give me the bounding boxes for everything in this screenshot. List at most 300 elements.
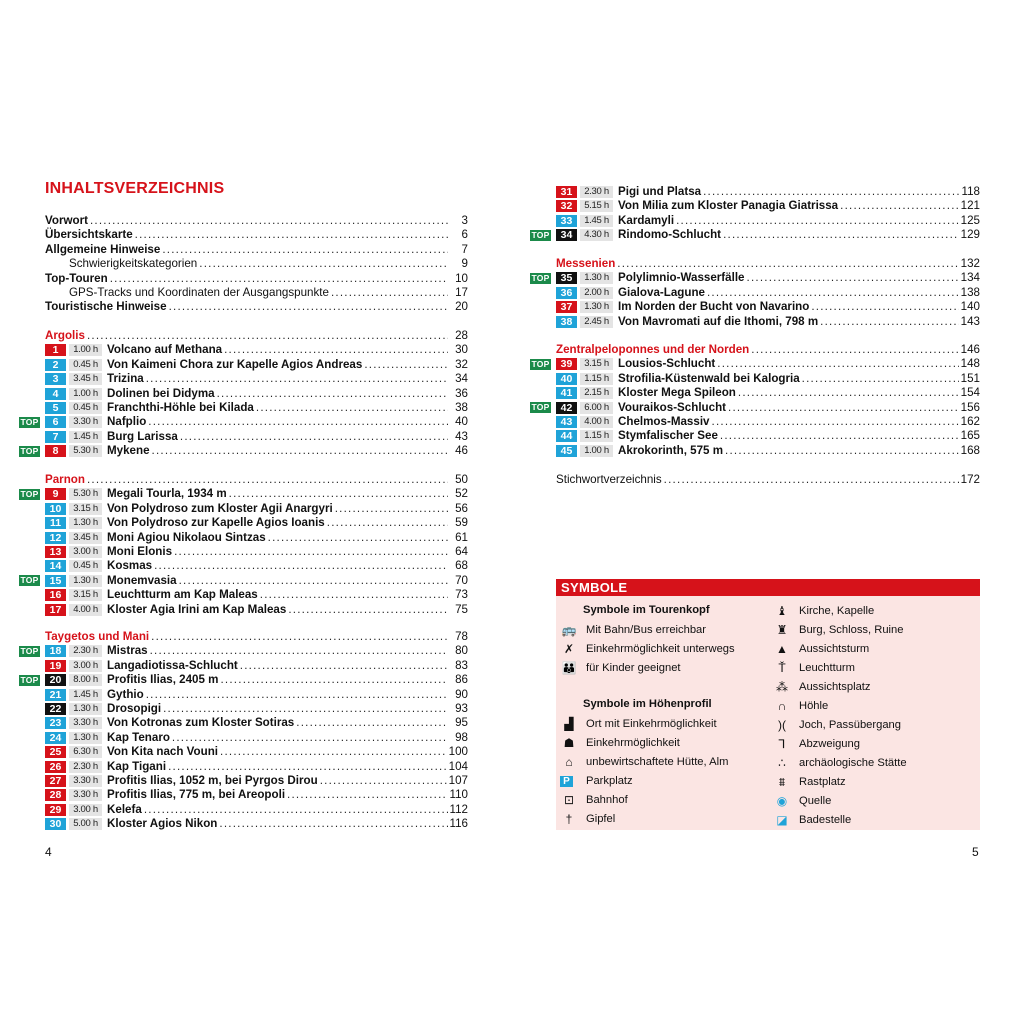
page-number-right: 5 [972,845,979,859]
legend-item [773,812,851,828]
spring-icon: ◉ [776,794,788,808]
tour-duration: 0.45 h [69,560,102,572]
tour-entry[interactable] [20,444,468,458]
tour-number-badge: 18 [45,645,66,657]
toc-entry[interactable] [45,228,468,242]
tour-entry[interactable] [45,659,468,673]
toc-page-number: 121 [960,199,980,213]
legend-item-label: Bahnhof [586,794,628,806]
region-name: Messenien [556,257,616,270]
tour-duration: 5.15 h [580,200,613,212]
tour-entry[interactable] [556,214,980,228]
leader-dots [707,286,959,300]
tour-name: Dolinen bei Didyma [107,386,215,400]
legend-item [560,773,633,789]
tour-entry[interactable] [556,315,980,329]
tour-entry[interactable] [531,271,980,285]
toc-page-number: 95 [455,716,468,730]
tour-duration: 1.30 h [580,272,613,284]
toc-page-number: 90 [455,687,468,701]
leader-dots [180,430,448,444]
leader-dots [172,731,448,745]
tour-entry[interactable] [20,644,468,658]
leader-dots [288,603,448,617]
tour-entry[interactable] [556,444,980,458]
toc-page-number: 70 [455,573,468,587]
tour-entry[interactable] [45,716,468,730]
leader-dots [229,487,448,501]
tour-number-badge: 43 [556,416,577,428]
toc-page-number: 83 [455,658,468,672]
page-number-left: 4 [45,845,52,859]
leader-dots [751,343,958,357]
legend-item [773,755,907,771]
toc-page-number: 61 [455,530,468,544]
toc-page-number: 68 [455,559,468,573]
region-name: Argolis [45,329,85,342]
tour-entry[interactable] [20,415,468,429]
toc-page-number: 129 [960,228,980,242]
tour-duration: 2.15 h [580,387,613,399]
tour-duration: 1.45 h [69,689,102,701]
toc-page-number: 9 [461,257,468,271]
tour-entry[interactable] [45,387,468,401]
leader-dots [150,644,448,658]
summit-cross-icon: † [565,812,573,826]
symbol-legend [556,579,980,830]
toc-page-number: 73 [455,588,468,602]
tour-duration: 1.30 h [69,703,102,715]
tour-name: Kloster Agios Nikon [107,817,218,831]
tour-entry[interactable] [45,803,468,817]
tour-entry[interactable] [45,545,468,559]
leader-dots [135,228,448,242]
tour-entry[interactable] [531,228,980,242]
top-tour-badge: TOP [20,445,39,456]
leader-dots [146,372,448,386]
toc-page-number: 64 [455,545,468,558]
toc-page-number: 59 [455,516,468,530]
legend-item-label: Joch, Passübergang [799,719,901,731]
toc-entry[interactable] [45,272,468,286]
toc-entry-label: Vorwort [45,214,88,227]
tour-entry[interactable] [556,300,980,314]
tour-entry[interactable] [45,745,468,759]
toc-page-number: 143 [960,314,980,328]
tour-entry[interactable] [45,760,468,774]
toc-entry[interactable] [45,257,468,271]
tour-duration: 3.30 h [69,789,102,801]
leader-dots [364,358,448,372]
tour-duration: 3.45 h [69,532,102,544]
toc-page-number: 20 [455,300,468,314]
inn-icon: ☗ [563,736,575,750]
tour-entry[interactable] [45,603,468,617]
toc-page-number: 80 [455,644,468,658]
tour-number-badge: 32 [556,200,577,212]
leader-dots [163,702,448,716]
toc-page-number: 100 [448,745,468,759]
tour-duration: 3.45 h [69,373,102,385]
tour-name: Strofilia-Küstenwald bei Kalogria [618,371,800,385]
tour-number-badge: 45 [556,445,577,457]
tour-name: Von Kaimeni Chora zur Kapelle Agios Andreas [107,357,363,371]
tour-duration: 1.45 h [580,215,613,227]
tour-number-badge: 17 [45,604,66,616]
tour-name: Mistras [107,644,148,658]
leader-dots [811,300,958,314]
top-tour-badge: TOP [20,488,39,499]
legend-item-label: Ort mit Einkehrmöglichkeit [586,718,717,730]
leader-dots [320,774,447,788]
tour-duration: 2.30 h [69,645,102,657]
tour-entry[interactable] [45,531,468,545]
region-heading[interactable] [556,343,980,357]
lighthouse-icon: Ť [778,661,786,675]
leader-dots [169,300,448,314]
tour-duration: 1.30 h [69,575,102,587]
castle-icon: ♜ [776,623,788,637]
tour-number-badge: 38 [556,316,577,328]
legend-item-label: Gipfel [586,813,616,825]
legend-item [773,736,860,752]
viewpoint-icon: ⁂ [776,680,788,694]
tour-name: Kosmas [107,559,153,573]
page-title: INHALTSVERZEICHNIS [45,180,225,197]
leader-dots [296,716,448,730]
tour-entry[interactable] [45,343,468,357]
tour-duration: 3.30 h [69,416,102,428]
legend-item-label: Einkehrmöglichkeit unterwegs [586,643,735,655]
leader-dots [720,429,959,443]
tour-number-badge: 27 [45,775,66,787]
toc-page-number: 138 [960,285,980,299]
toc-page-number: 7 [461,242,468,256]
toc-page-number: 112 [449,802,468,816]
toc-page-number: 107 [448,774,468,787]
toc-page-number: 162 [960,415,980,428]
region-heading[interactable] [45,473,468,487]
leader-dots [717,357,958,371]
church-icon: ♝ [776,604,788,618]
toc-page-number: 151 [960,371,980,385]
tour-entry[interactable] [45,358,468,372]
tour-entry[interactable] [45,502,468,516]
toc-page-number: 50 [455,473,468,486]
tour-number-badge: 39 [556,358,577,370]
tour-entry[interactable] [556,386,980,400]
tour-duration: 4.00 h [69,604,102,616]
region-heading[interactable] [45,329,468,343]
legend-item [773,717,901,733]
leader-dots [738,386,959,400]
toc-page-number: 34 [455,372,468,386]
tour-entry[interactable] [45,688,468,702]
toc-page-number: 98 [455,730,468,744]
toc-page-number: 165 [960,429,980,443]
tour-number-badge: 24 [45,732,66,744]
tour-entry[interactable] [556,286,980,300]
tour-name: Profitis Ilias, 1052 m, bei Pyrgos Dirou [107,774,318,787]
tour-name: Moni Elonis [107,545,173,558]
tour-number-badge: 36 [556,287,577,299]
top-tour-badge: TOP [531,402,550,413]
tour-duration: 3.00 h [69,546,102,558]
legend-item-label: archäologische Stätte [799,757,907,769]
cave-icon: ∩ [777,699,787,713]
toc-entry-label: Top-Touren [45,271,108,285]
tour-number-badge: 25 [45,746,66,758]
toc-entry-label: GPS-Tracks und Koordinaten der Ausgangspunkte [69,286,329,299]
toc-entry[interactable] [45,214,468,228]
tour-name: Gialova-Lagune [618,285,705,299]
tour-name: Stymfalischer See [618,429,718,443]
toc-page-number: 104 [448,759,468,773]
leader-dots [617,257,958,271]
leader-dots [327,516,448,530]
leader-dots [802,372,959,386]
tour-entry[interactable] [20,487,468,501]
top-tour-badge: TOP [531,229,550,240]
toc-entry-label: Stichwortverzeichnis [556,473,662,486]
top-tour-badge: TOP [531,272,550,283]
tour-number-badge: 12 [45,532,66,544]
tour-entry[interactable] [556,415,980,429]
tour-entry[interactable] [45,817,468,831]
tour-duration: 3.00 h [69,660,102,672]
leader-dots [148,415,448,429]
tour-duration: 5.30 h [69,488,102,500]
tour-entry[interactable] [45,516,468,530]
tour-duration: 4.30 h [580,229,613,241]
tour-number-badge: 5 [45,402,66,414]
tour-number-badge: 14 [45,560,66,572]
leader-dots [87,329,448,343]
tower-icon: ▲ [776,642,788,656]
legend-item-label: Höhle [799,700,829,712]
leader-dots [220,673,448,687]
tour-name: Im Norden der Bucht von Navarino [618,300,810,314]
tour-duration: 1.00 h [580,445,613,457]
legend-item-label: Aussichtsturm [799,643,870,655]
tour-name: Von Kotronas zum Kloster Sotiras [107,716,295,730]
leader-dots [144,803,448,817]
leader-dots [199,257,448,271]
tour-name: Volcano auf Methana [107,343,223,357]
leader-dots [240,659,448,673]
tour-duration: 2.30 h [580,186,613,198]
leader-dots [87,473,448,487]
tour-number-badge: 13 [45,546,66,558]
region-heading[interactable] [556,257,980,271]
tour-name: Kelefa [107,802,142,816]
toc-page-number: 32 [455,357,468,371]
toc-page-number: 10 [455,271,468,285]
leader-dots [725,444,959,458]
tour-entry[interactable] [531,357,980,371]
tour-name: Polylimnio-Wasserfälle [618,271,745,285]
leader-dots [747,271,959,285]
tour-duration: 3.30 h [69,775,102,787]
tour-duration: 2.45 h [580,316,613,328]
tour-name: Moni Agiou Nikolaou Sintzas [107,530,266,544]
toc-page-number: 172 [960,473,980,486]
hut-icon: ⌂ [565,755,573,769]
tour-entry[interactable] [556,199,980,213]
tour-number-badge: 4 [45,388,66,400]
legend-item [560,811,615,827]
tour-number-badge: 23 [45,717,66,729]
tour-entry[interactable] [556,429,980,443]
tour-entry[interactable] [45,588,468,602]
leader-dots [224,343,448,357]
toc-page-number: 78 [455,630,468,643]
archaeology-icon: ∴ [778,756,786,770]
tour-name: Kardamyli [618,213,675,227]
legend-item [560,735,680,751]
tour-duration: 5.30 h [69,445,102,457]
tour-duration: 2.00 h [580,287,613,299]
tour-number-badge: 21 [45,689,66,701]
tour-number-badge: 42 [556,402,577,414]
legend-item-label: Quelle [799,795,832,807]
legend-item-label: für Kinder geeignet [586,662,681,674]
tour-number-badge: 35 [556,272,577,284]
tour-name: Chelmos-Massiv [618,415,710,428]
toc-page-number: 38 [455,401,468,414]
tour-name: Nafplio [107,415,147,429]
leader-dots [676,214,959,228]
toc-page-number: 30 [455,343,468,357]
pass-icon: )( [778,718,786,732]
leader-dots [168,760,447,774]
tour-duration: 1.00 h [69,344,102,356]
tour-name: Burg Larissa [107,429,178,443]
tour-entry[interactable] [531,400,980,415]
toc-page-number: 140 [960,300,980,314]
tour-number-badge: 28 [45,789,66,801]
toc-entry[interactable] [45,286,468,300]
tour-name: Franchthi-Höhle bei Kilada [107,401,254,414]
tour-entry[interactable] [45,731,468,745]
tour-duration: 8.00 h [69,674,102,686]
tour-number-badge: 8 [45,445,66,457]
tour-entry[interactable] [45,430,468,444]
tour-duration: 0.45 h [69,359,102,371]
tour-name: Kloster Mega Spileon [618,386,736,400]
tour-name: Profitis Ilias, 775 m, bei Areopoli [107,788,286,802]
tour-entry[interactable] [45,788,468,802]
tour-number-badge: 26 [45,761,66,773]
tour-number-badge: 40 [556,373,577,385]
tour-number-badge: 31 [556,186,577,198]
tour-entry[interactable] [556,185,980,199]
tour-name: Profitis Ilias, 2405 m [107,673,219,687]
legend-item [773,698,828,714]
tour-name: Monemvasia [107,573,177,587]
leader-dots [703,185,959,199]
tour-entry[interactable] [45,372,468,386]
tour-duration: 1.30 h [69,732,102,744]
toc-page-number: 56 [455,501,468,515]
parking-icon: P [560,776,573,787]
legend-item [773,622,903,638]
legend-item [773,660,855,676]
toc-page-number: 17 [455,286,468,299]
tour-entry[interactable] [20,573,468,588]
toc-page-number: 52 [455,487,468,501]
cutlery-icon: ✗ [563,642,575,656]
tour-duration: 6.30 h [69,746,102,758]
tour-duration: 1.30 h [580,301,613,313]
leader-dots [712,415,959,429]
toc-entry[interactable] [45,300,468,314]
toc-entry-index[interactable] [556,473,980,487]
legend-item-label: Abzweigung [799,738,860,750]
region-name: Zentralpeloponnes und der Norden [556,343,750,356]
tour-duration: 3.00 h [69,804,102,816]
tour-duration: 1.45 h [69,431,102,443]
toc-page-number: 40 [455,415,468,429]
tour-entry[interactable] [20,673,468,687]
toc-page-number: 125 [960,213,980,227]
leader-dots [840,199,959,213]
toc-page-number: 46 [455,444,468,458]
legend-item-label: Burg, Schloss, Ruine [799,624,904,636]
leader-dots [268,531,448,545]
tour-duration: 2.30 h [69,761,102,773]
tour-duration: 0.45 h [69,402,102,414]
tour-entry[interactable] [45,774,468,788]
toc-entry[interactable] [45,243,468,257]
legend-item-label: Kirche, Kapelle [799,605,875,617]
tour-entry[interactable] [556,372,980,386]
legend-item [560,792,628,808]
legend-item [560,622,706,638]
leader-dots [219,817,447,831]
train-station-icon: ⊡ [563,793,575,807]
leader-dots [146,688,448,702]
tour-name: Kloster Agia Irini am Kap Maleas [107,602,287,616]
tour-entry[interactable] [45,559,468,573]
tour-entry[interactable] [45,401,468,415]
tour-number-badge: 16 [45,589,66,601]
tour-number-badge: 34 [556,229,577,241]
tour-entry[interactable] [45,702,468,716]
region-name: Taygetos und Mani [45,630,150,643]
toc-page-number: 132 [960,257,980,270]
tour-name: Kap Tenaro [107,730,170,744]
legend-item-label: Rastplatz [799,776,846,788]
tour-name: Trizina [107,372,144,386]
tour-name: Von Kita nach Vouni [107,745,219,759]
legend-item [560,641,735,657]
legend-item [560,754,728,770]
tour-number-badge: 2 [45,359,66,371]
toc-page-number: 118 [961,185,980,198]
tour-name: Leuchtturm am Kap Maleas [107,588,258,602]
tour-number-badge: 37 [556,301,577,313]
legend-item-label: Mit Bahn/Bus erreichbar [586,624,707,636]
tour-duration: 1.30 h [69,517,102,529]
top-tour-badge: TOP [531,358,550,369]
tour-number-badge: 33 [556,215,577,227]
leader-dots [151,630,448,644]
legend-item-label: unbewirtschaftete Hütte, Alm [586,756,729,768]
toc-page-number: 93 [455,702,468,715]
toc-page-number: 116 [449,817,468,831]
region-heading[interactable] [45,630,468,644]
